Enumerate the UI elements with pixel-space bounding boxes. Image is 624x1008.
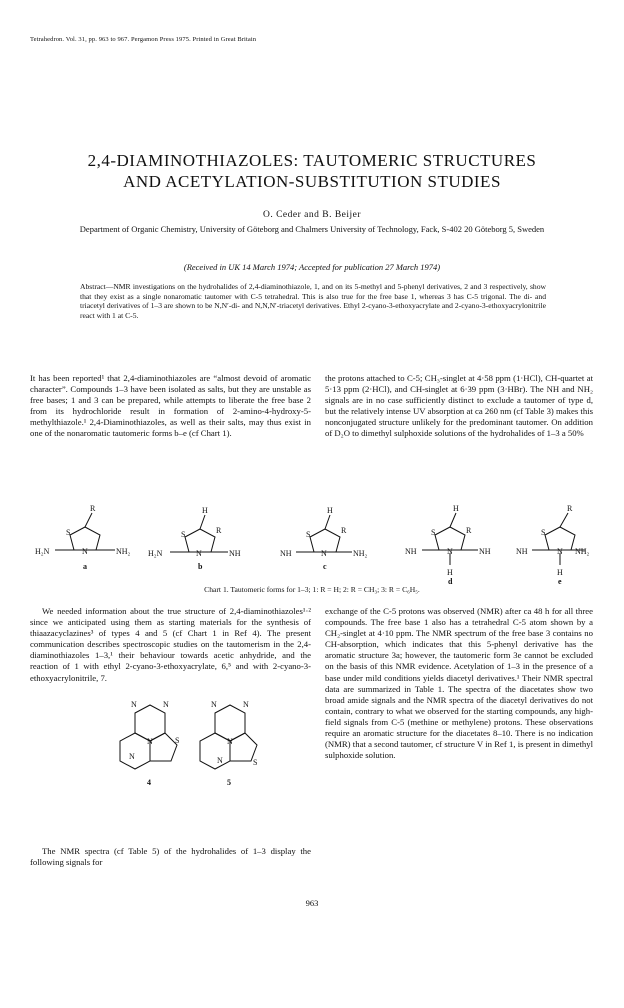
label-d-nh-right: NH [479, 547, 491, 556]
label-c-s: S [306, 530, 311, 539]
body-left-paragraph-1: It has been reported¹ that 2,4-diaminothiazoles are “almost devoid of aromatic character”. Compounds 1–3 have been isolated as salts, but they are unstable as free bases; 1 and 3 can be prepared, while attempts to liberate the free base 2 from its hydrochloride result in formation of 2-amino-4-hydroxy-5-methylthiazole.¹ 2,4-Diaminothiazoles, as well as their salts, may thus exist in one of the nonaromatic tautomeric forms b–e (cf Chart 1). [30, 373, 311, 439]
label-4-n2: N [163, 700, 169, 709]
label-c-n: N [321, 549, 327, 558]
label-5-n1: N [211, 700, 217, 709]
label-d-nh-left: NH [405, 547, 417, 556]
body-right-paragraph-2: exchange of the C-5 protons was observed (NMR) after ca 48 h for all three compounds. The free base 1 also has a tetrahedral C-5 atom shown by a CH₂-singlet at 4·10 ppm. The NMR spectrum of the free base 3 contains no CH-absorption, which indicates that this 5-phenyl derivative has the aromatic structure 3a; however, the tautomeric form 3e cannot be excluded on the basis of this NMR evidence. Acetylation of 1–3 in the presence of a base under mild conditions yields diacetyl derivatives.¹ Their NMR spectral data are summarized in Table 1. The spectra of the diacetates show two broad amide signals and the NMR spectra of the diacetyl derivatives do not contain, contrary to what we observed for the starting compounds, any high-field signals from C-5 (methine or methylene) protons. These observations require an aromatic structure for the diacetates 8–10. There is no indication (NMR) that a second tautomer, cf structure V in Ref 1, is present in dimethyl sulphoxide solution. [325, 606, 593, 761]
label-d-r: R [466, 526, 472, 535]
body-right-paragraph-1: the protons attached to C-5; CH₃-singlet at 4·58 ppm (1·HCl), CH-quartet at 5·13 ppm (2·HCl), and CH-singlet at 6·39 ppm (3·HBr). The NH and NH₂ signals are in no case sufficiently distinct to exclude a tautomer of type d, but the relatively intense UV absorption at ca 260 nm (cf Table 3) makes this nonconjugated structure unlikely for the predominant tautomer. On addition of D₂O to dimethyl sulphoxide solutions of the hydrohalides of 1–3 a 50% [325, 373, 593, 439]
label-b: b [198, 562, 203, 571]
label-e-nh: NH [516, 547, 528, 556]
label-c: c [323, 562, 327, 571]
label-e-nh2: NH₂ [575, 547, 590, 556]
label-e-h-bottom: H [557, 568, 563, 577]
label-4-s: S [175, 736, 180, 745]
received-dates: (Received in UK 14 March 1974; Accepted for publication 27 March 1974) [183, 262, 441, 272]
bond-d-h [450, 513, 456, 527]
label-a-h2n: H₂N [35, 547, 50, 556]
body-left-paragraph-2: We needed information about the true structure of 2,4-diaminothiazoles¹·² since we anticipated using them as starting materials for the synthesis of thiaazacyclazines³ of types 4 and 5 (cf Chart 1 in Ref 4). The present communication describes spectroscopic studies on the tautomerism in the 2,4-diaminothiazoles 1–3,¹ their behaviour towards acetic anhydride, and the reaction of 1 with ethyl 2-cyano-3-ethoxyacrylate, 6,⁵ and with 2-cyano-3-ethoxyacrylonitrile, 7. [30, 606, 311, 683]
title-line-2: AND ACETYLATION-SUBSTITUTION STUDIES [123, 172, 501, 191]
label-4: 4 [147, 778, 151, 787]
label-e: e [558, 577, 562, 585]
label-c-r: R [341, 526, 347, 535]
label-a-s: S [66, 528, 71, 537]
label-5-n3: N [227, 737, 233, 746]
journal-citation: Tetrahedron. Vol. 31, pp. 963 to 967. Pergamon Press 1975. Printed in Great Britain [30, 36, 257, 43]
label-d-s: S [431, 528, 436, 537]
bond-c-h [325, 515, 330, 529]
thiaazacyclazine-structures-svg [105, 693, 285, 803]
authors: O. Ceder and B. Beijer [262, 210, 362, 220]
label-5-s: S [253, 758, 258, 767]
label-a-r: R [90, 504, 96, 513]
body-left-paragraph-3: The NMR spectra (cf Table 5) of the hydrohalides of 1–3 display the following signals for [30, 846, 311, 868]
title-line-1: 2,4-DIAMINOTHIAZOLES: TAUTOMERIC STRUCTURES [87, 151, 537, 170]
page-number: 963 [305, 898, 319, 908]
label-d-h: H [453, 504, 459, 513]
label-c-nh2: NH₂ [353, 549, 368, 558]
label-c-nh: NH [280, 549, 292, 558]
abstract: Abstract—NMR investigations on the hydrohalides of 2,4-diaminothiazole, 1, and on its 5-methyl and 5-phenyl derivatives, 2 and 3 respectively, show that they exist as a single nonaromatic tautomer with C-5 tetrahedral. This is also true for the free base 1, whereas 3 has C-5 trigonal. The di- and triacetyl derivatives of 1–3 are shown to be N,N′-di- and N,N,N′-triacetyl derivatives. Ethyl 2-cyano-3-ethoxyacrylate and 2-cyano-3-ethoxyacrylonitrile react with 1 at C-5. [80, 282, 546, 320]
label-a-n: N [82, 547, 88, 556]
label-e-n: N [557, 547, 563, 556]
label-e-s: S [541, 528, 546, 537]
label-d-h-bottom: H [447, 568, 453, 577]
label-b-nh: NH [229, 549, 241, 558]
ring-4-right [150, 733, 180, 761]
bond-e-r [560, 513, 568, 527]
paper-title [40, 150, 584, 192]
tautomer-structures-svg [30, 465, 594, 585]
bond-b-h [200, 515, 205, 529]
affiliation: Department of Organic Chemistry, University of Göteborg and Chalmers University of Technology, Fack, S-402 20 Göteborg 5, Sweden [79, 224, 545, 234]
label-a: a [83, 562, 87, 571]
label-e-r: R [567, 504, 573, 513]
structures-4-5 [105, 693, 285, 803]
label-d-n: N [447, 547, 453, 556]
ring-5-right [230, 733, 257, 761]
ring-5-left [200, 733, 230, 769]
label-a-nh2: NH₂ [116, 547, 131, 556]
chart-1-structures [30, 465, 594, 585]
label-4-n3: N [147, 737, 153, 746]
label-5: 5 [227, 778, 231, 787]
label-b-h2n: H₂N [148, 549, 163, 558]
label-5-n2: N [243, 700, 249, 709]
label-4-n4: N [129, 752, 135, 761]
label-b-r: R [216, 526, 222, 535]
label-c-h: H [327, 506, 333, 515]
bond-a-r [85, 513, 92, 527]
label-b-s: S [181, 530, 186, 539]
label-5-n4: N [217, 756, 223, 765]
ring-4-left [120, 733, 150, 769]
label-4-n1: N [131, 700, 137, 709]
label-d: d [448, 577, 453, 585]
label-b-n: N [196, 549, 202, 558]
chart-caption: Chart 1. Tautomeric forms for 1–3; 1: R = H; 2: R = CH₃; 3: R = C₆H₅. [204, 585, 420, 594]
label-b-h: H [202, 506, 208, 515]
